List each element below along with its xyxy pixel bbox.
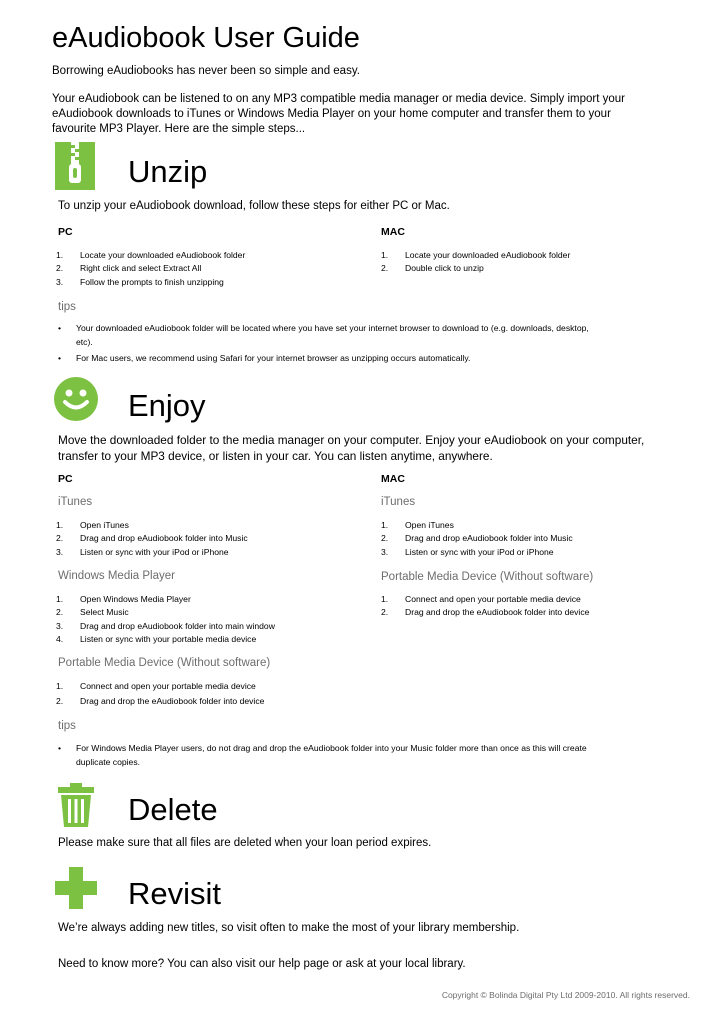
- unzip-heading: Unzip: [128, 154, 208, 189]
- copyright: Copyright © Bolinda Digital Pty Ltd 2009-2010. All rights reserved.: [441, 990, 690, 1000]
- enjoy-description: Move the downloaded folder to the media manager on your computer. Enjoy your eAudiobook on your computer, transfer to your MP3 device, or listen in your car. You can listen anytime, anywhere.: [58, 433, 645, 463]
- unzip-pc-steps: [56, 249, 245, 289]
- list-item: • For Windows Media Player users, do not drag and drop the eAudiobook folder into your Music folder more than once as this will create duplicate copies.: [58, 743, 587, 767]
- unzip-mac-label: MAC: [381, 226, 405, 238]
- unzip-pc-label: PC: [58, 226, 73, 238]
- intro-paragraph: Your eAudiobook can be listened to on any MP3 compatible media manager or media device. Simply import your eAudiobook downloads to iTunes or Windows Media Player on your home computer and transfer them to your favourite MP3 Player. Here are the simple steps...: [52, 93, 625, 135]
- list-item: • Your downloaded eAudiobook folder will be located where you have set your internet browser to download to (e.g. downloads, desktop, etc).: [58, 323, 589, 347]
- enjoy-pc-portable-steps: [56, 680, 264, 709]
- enjoy-heading: Enjoy: [128, 388, 206, 423]
- unzip-mac-steps: [381, 249, 570, 276]
- enjoy-mac-portable-title: Portable Media Device (Without software): [381, 571, 594, 583]
- enjoy-tips-label: tips: [58, 720, 76, 732]
- list-item: 2. Drag and drop eAudiobook folder into Music: [381, 533, 573, 544]
- enjoy-pc-portable-title: Portable Media Device (Without software): [58, 657, 271, 669]
- list-item: 1. Locate your downloaded eAudiobook folder: [56, 250, 246, 260]
- revisit-help-text: Need to know more? You can also visit our help page or ask at your local library.: [58, 958, 466, 970]
- smiley-icon: [54, 377, 98, 421]
- enjoy-pc-label: PC: [58, 473, 73, 485]
- enjoy-mac-label: MAC: [381, 473, 405, 485]
- enjoy-pc-wmp-title: Windows Media Player: [58, 570, 175, 582]
- enjoy-pc-itunes-title: iTunes: [58, 496, 93, 508]
- delete-description: Please make sure that all files are deleted when your loan period expires.: [58, 837, 432, 849]
- revisit-description: We’re always adding new titles, so visit often to make the most of your library membership.: [58, 922, 520, 934]
- unzip-tips-label: tips: [58, 301, 76, 313]
- trash-icon: [58, 783, 94, 827]
- list-item: 2. Select Music: [56, 607, 129, 618]
- enjoy-pc-itunes-steps: [56, 519, 248, 559]
- enjoy-pc-wmp-steps: [56, 593, 275, 646]
- list-item: 2. Drag and drop eAudiobook folder into Music: [56, 533, 248, 544]
- list-item: 1. Open iTunes: [381, 520, 454, 530]
- list-item: 1. Open Windows Media Player: [56, 594, 191, 604]
- enjoy-mac-itunes-steps: [381, 519, 573, 559]
- list-item: 3. Listen or sync with your iPod or iPhone: [56, 546, 229, 557]
- enjoy-mac-itunes-title: iTunes: [381, 496, 416, 508]
- list-item: 1. Locate your downloaded eAudiobook folder: [381, 250, 571, 260]
- page-title: eAudiobook User Guide: [52, 22, 360, 54]
- revisit-heading: Revisit: [128, 876, 222, 911]
- unzip-description: To unzip your eAudiobook download, follow these steps for either PC or Mac.: [58, 200, 450, 212]
- list-item: 4. Listen or sync with your portable media device: [56, 633, 257, 644]
- list-item: 2. Double click to unzip: [381, 263, 484, 274]
- zipper-icon: [55, 142, 95, 190]
- list-item: 1. Connect and open your portable media device: [56, 681, 256, 691]
- unzip-tips: [56, 322, 686, 366]
- delete-heading: Delete: [128, 792, 218, 827]
- list-item: 2. Drag and drop the eAudiobook folder into device: [56, 696, 265, 707]
- list-item: 3. Follow the prompts to finish unzipping: [56, 276, 224, 287]
- list-item: 2. Right click and select Extract All: [56, 263, 202, 274]
- list-item: 3. Drag and drop eAudiobook folder into main window: [56, 620, 275, 631]
- list-item: 3. Listen or sync with your iPod or iPhone: [381, 546, 554, 557]
- enjoy-mac-portable-steps: [381, 593, 589, 620]
- list-item: • For Mac users, we recommend using Safari for your internet browser as unzipping occurs automatically.: [58, 353, 471, 363]
- list-item: 1. Connect and open your portable media device: [381, 594, 581, 604]
- enjoy-tips: [56, 742, 686, 769]
- list-item: 1. Open iTunes: [56, 520, 129, 530]
- intro-line: Borrowing eAudiobooks has never been so simple and easy.: [52, 65, 360, 77]
- list-item: 2. Drag and drop the eAudiobook folder into device: [381, 607, 590, 618]
- plus-icon: [55, 867, 97, 909]
